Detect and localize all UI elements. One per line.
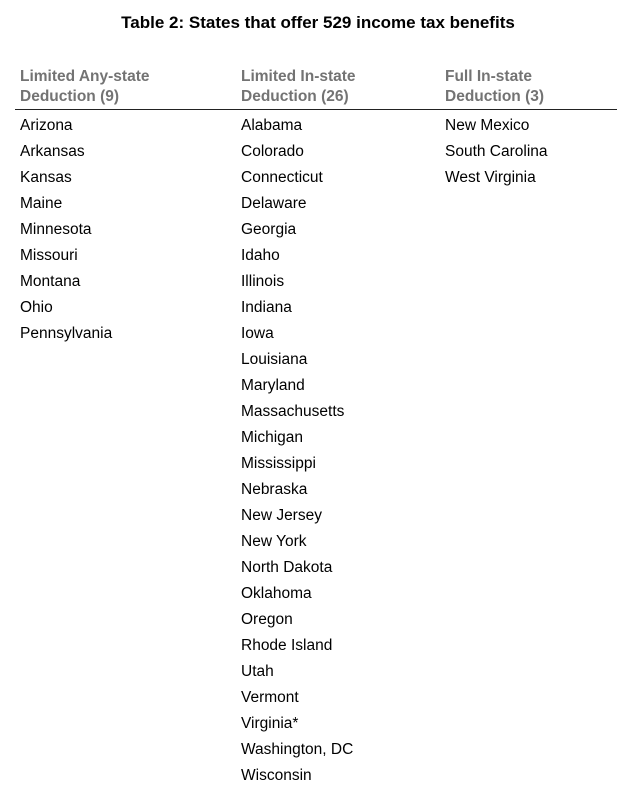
- column-header-limited-any-state: [15, 67, 236, 107]
- table-body: [15, 110, 617, 789]
- state-list-item: Nebraska: [241, 481, 308, 498]
- column-header-line: Deduction (9): [20, 88, 120, 105]
- column-limited-in-state: [236, 113, 440, 789]
- state-list-item: New York: [241, 533, 307, 550]
- states-table: [15, 67, 617, 789]
- state-list-item: Louisiana: [241, 351, 308, 368]
- state-list-item: Illinois: [241, 273, 285, 290]
- state-list-item: Alabama: [241, 117, 303, 134]
- state-list-item: Washington, DC: [241, 741, 354, 758]
- state-list-item: North Dakota: [241, 559, 333, 576]
- state-list-item: Delaware: [241, 195, 307, 212]
- state-list-item: Ohio: [20, 299, 53, 316]
- state-list-item: Connecticut: [241, 169, 323, 186]
- column-header-full-in-state: [440, 67, 617, 107]
- state-list-item: Oklahoma: [241, 585, 312, 602]
- state-list: [445, 113, 617, 191]
- state-list-item: Maine: [20, 195, 63, 212]
- table-header-row: [15, 67, 617, 110]
- state-list-item: Massachusetts: [241, 403, 345, 420]
- state-list-item: Wisconsin: [241, 767, 312, 784]
- state-list-item: West Virginia: [445, 169, 536, 186]
- state-list-item: Minnesota: [20, 221, 92, 238]
- state-list-item: Indiana: [241, 299, 292, 316]
- column-header-line: Limited In-state: [241, 68, 356, 85]
- state-list: [241, 113, 440, 789]
- state-list-item: New Jersey: [241, 507, 322, 524]
- state-list-item: Georgia: [241, 221, 297, 238]
- column-header-line: Limited Any-state: [20, 68, 150, 85]
- state-list-item: Iowa: [241, 325, 274, 342]
- column-full-in-state: [440, 113, 617, 789]
- state-list-item: Colorado: [241, 143, 304, 160]
- state-list-item: Missouri: [20, 247, 78, 264]
- state-list-item: New Mexico: [445, 117, 530, 134]
- column-header-line: Full In-state: [445, 68, 532, 85]
- state-list-item: Pennsylvania: [20, 325, 113, 342]
- column-limited-any-state: [15, 113, 236, 789]
- state-list-item: Michigan: [241, 429, 304, 446]
- state-list-item: Kansas: [20, 169, 72, 186]
- state-list-item: Virginia*: [241, 715, 299, 732]
- state-list-item: Vermont: [241, 689, 299, 706]
- state-list-item: Oregon: [241, 611, 293, 628]
- state-list-item: Arizona: [20, 117, 73, 134]
- state-list-item: Arkansas: [20, 143, 85, 160]
- state-list-item: South Carolina: [445, 143, 548, 160]
- column-header-line: Deduction (3): [445, 88, 545, 105]
- state-list-item: Rhode Island: [241, 637, 333, 654]
- state-list: [20, 113, 236, 347]
- state-list-item: Utah: [241, 663, 274, 680]
- state-list-item: Maryland: [241, 377, 305, 394]
- column-header-line: Deduction (26): [241, 88, 349, 105]
- state-list-item: Mississippi: [241, 455, 316, 472]
- column-header-limited-in-state: [236, 67, 440, 107]
- state-list-item: Idaho: [241, 247, 280, 264]
- table-title: Table 2: States that offer 529 income tax benefits: [121, 13, 515, 32]
- state-list-item: Montana: [20, 273, 81, 290]
